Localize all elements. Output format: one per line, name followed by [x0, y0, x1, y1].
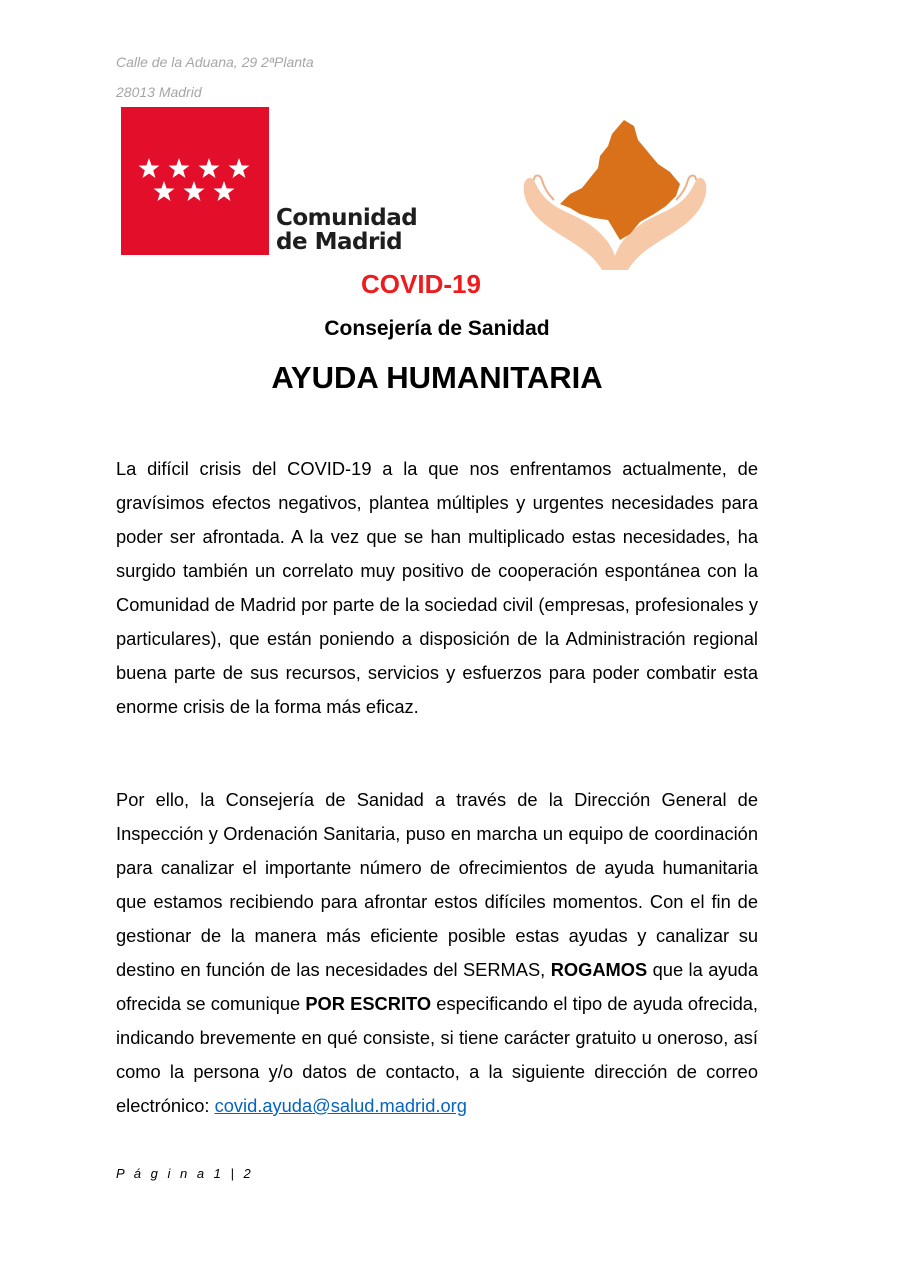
- wordmark-line-1: Comunidad: [276, 205, 418, 231]
- rogamos-emphasis: ROGAMOS: [550, 959, 648, 980]
- address-line-1: Calle de la Aduana, 29 2ªPlanta: [116, 54, 314, 70]
- covid-title: COVID-19: [361, 269, 481, 299]
- stars-icon: [121, 107, 269, 255]
- por-escrito-emphasis: POR ESCRITO: [305, 993, 432, 1014]
- paragraph-2-part-2: que la ayuda ofrecida se comunique: [116, 959, 759, 1014]
- address-line-2: 28013 Madrid: [116, 84, 202, 100]
- comunidad-madrid-wordmark: [276, 206, 417, 254]
- department-title: Consejería de Sanidad: [324, 317, 550, 340]
- paragraph-2: [116, 783, 758, 1123]
- hands-holding-map-icon: [520, 118, 710, 273]
- email-link[interactable]: covid.ayuda@salud.madrid.org: [214, 1095, 467, 1116]
- comunidad-madrid-flag-logo: [121, 107, 269, 255]
- paragraph-2-part-1: Por ello, la Consejería de Sanidad a través de la Dirección General de Inspección y Ordenación Sanitaria, puso en marcha un equipo de coordinación para canalizar el importante número de ofrecimientos de ayuda humanitaria que estamos recibiendo para afrontar estos difíciles momentos. Con el fin de gestionar de la manera más eficiente posible estas ayudas y canalizar su destino en función de las necesidades del SERMAS,: [116, 789, 758, 980]
- paragraph-2-part-3: especificando el tipo de ayuda ofrecida, indicando brevemente en qué consiste, si tiene carácter gratuito u oneroso, así como la persona y/o datos de contacto, a la siguiente dirección de correo electrónico:: [116, 993, 758, 1116]
- page-number: P á g i n a 1 | 2: [116, 1166, 254, 1181]
- paragraph-1: La difícil crisis del COVID-19 a la que nos enfrentamos actualmente, de gravísimos efectos negativos, plantea múltiples y urgentes necesidades para poder ser afrontada. A la vez que se han multiplicado estas necesidades, ha surgido también un correlato muy positivo de cooperación espontánea con la Comunidad de Madrid por parte de la sociedad civil (empresas, profesionales y particulares), que están poniendo a disposición de la Administración regional buena parte de sus recursos, servicios y esfuerzos para poder combatir esta enorme crisis de la forma más eficaz.: [116, 458, 758, 717]
- wordmark-line-2: de Madrid: [276, 229, 403, 255]
- main-title: AYUDA HUMANITARIA: [271, 360, 603, 395]
